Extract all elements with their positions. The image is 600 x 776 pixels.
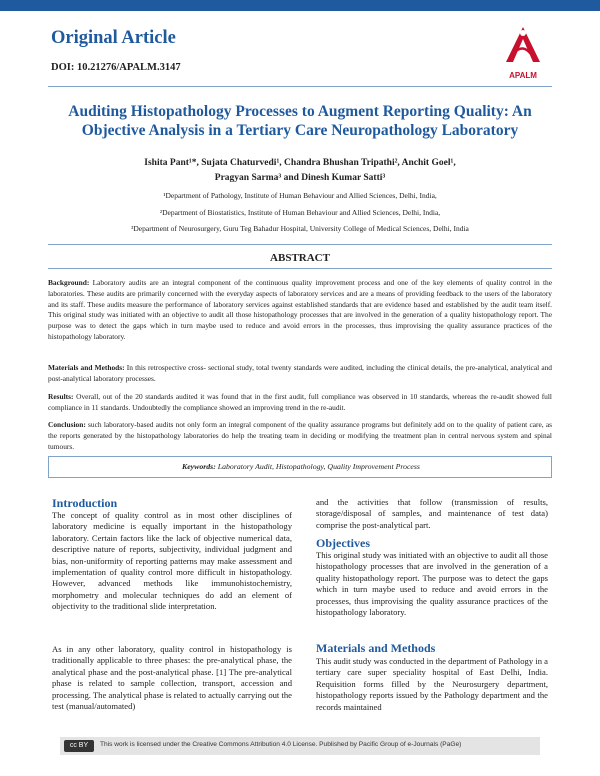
- logo-text: APALM: [509, 71, 537, 80]
- affiliation-2: ²Department of Biostatistics, Institute of Human Behaviour and Allied Sciences, Delhi, India,: [159, 208, 441, 217]
- article-type: Original Article: [51, 28, 176, 48]
- methods-text: In this retrospective cross- sectional study, total twenty standards were audited, including the clinical details, the pre-analytical, analytical and post-analytical laboratory processes.: [48, 363, 552, 383]
- abstract-heading-rule: [48, 268, 552, 269]
- keywords-box: [48, 456, 552, 478]
- abstract-conclusion: [48, 420, 552, 452]
- conclusion-label: Conclusion:: [48, 420, 86, 429]
- authors: [100, 156, 500, 186]
- materials-methods-heading: Materials and Methods: [316, 641, 436, 655]
- abstract-methods: [48, 363, 552, 385]
- background-text: Laboratory audits are an integral component of the continuous quality improvement process and one of the key elements of quality control in the laboratories. These audits are primarily concerned with the everyday aspects of laboratory services and are a means of providing feedback to the users of the laboratory and its staff. These audits measure the performance of laboratory services against established standards that are evidence based and established by the audit team itself. This original study was initiated with an objective to audit all those histopathology processes that are involved in the generation of a quality histopathology report. The purpose was to detect the gaps which in turn maybe used to reduce and avoid errors in the processes, thus improvising the quality assurance practices of the histopathology laboratory.: [48, 278, 552, 341]
- objectives-heading: Objectives: [316, 536, 370, 550]
- keywords: [49, 462, 553, 471]
- post-analytical-paragraph: and the activities that follow (transmission of results, storage/disposal of samples, and maintenance of test data) comprise the post-analytical part.: [316, 497, 548, 530]
- objectives-paragraph: This original study was initiated with an objective to audit all those histopathology processes that are involved in the generation of a quality histopathology report. The purpose was to detect the gaps which in turn maybe used to reduce and avoid errors in the processes, thus improvising the quality assurance practices of the histopathology laboratory.: [316, 550, 548, 618]
- authors-line-2: Pragyan Sarma³ and Dinesh Kumar Satti³: [214, 173, 386, 183]
- article-title: Auditing Histopathology Processes to Augment Reporting Quality: An Objective Analysis in a Tertiary Care Neuropathology Laboratory: [68, 103, 532, 139]
- authors-line-1: Ishita Pant¹*, Sujata Chaturvedi¹, Chandra Bhushan Tripathi², Anchit Goel¹,: [144, 158, 456, 168]
- results-label: Results:: [48, 392, 74, 401]
- license-footer: [60, 737, 540, 755]
- journal-logo: [500, 24, 546, 80]
- background-label: Background:: [48, 278, 90, 287]
- affiliation-3: ³Department of Neurosurgery, Guru Teg Bahadur Hospital, University College of Medical Sciences, Delhi, India: [131, 224, 469, 233]
- materials-methods-paragraph: This audit study was conducted in the department of Pathology in a tertiary care super speciality hospital of East Delhi, India. Requisition forms filled by the Neurosurgery department, histopathology reports issued by the Pathology department and the records maintained: [316, 656, 548, 712]
- cc-license-badge[interactable]: cc BY: [64, 740, 94, 752]
- results-text: Overall, out of the 20 standards audited it was found that in the first audit, full compliance was observed in 10 standards, whereas the re-audit showed full compliance in 11 standards. Undoubtedly the compliance showed an improving trend in the re-audit.: [48, 392, 552, 412]
- keywords-label: Keywords:: [182, 462, 216, 471]
- doi: DOI: 10.21276/APALM.3147: [51, 62, 181, 73]
- logo-icon: [500, 24, 546, 70]
- affiliation-1: ¹Department of Pathology, Institute of Human Behaviour and Allied Sciences, Delhi, India,: [163, 191, 437, 200]
- introduction-paragraph-1: The concept of quality control as in most other disciplines of laboratory medicine is equally important in the histopathology laboratory. Certain factors like the lack of objective numerical data, descriptive nature of reports, subjectivity, individual judgment and bias, non-uniformity of reporting patterns may make assessment and implementation of quality control more difficult in histopathology. However, advanced methods like immunohistochemistry, morphometry and molecular techniques do add an element of objectivity to the traditional slide interpretation.: [52, 510, 292, 612]
- header-rule: [48, 86, 552, 87]
- keywords-text: Laboratory Audit, Histopathology, Quality Improvement Process: [217, 462, 420, 471]
- introduction-heading: Introduction: [52, 496, 118, 510]
- abstract-top-rule: [48, 244, 552, 245]
- license-text: This work is licensed under the Creative Commons Attribution 4.0 License. Published by Pacific Group of e-Journals (PaGe): [100, 741, 462, 748]
- conclusion-text: such laboratory-based audits not only form an integral component of the quality assurance programs but definitely add on to the quality of patient care, as the reports generated by the histopathology laboratories do help the treating team in deciding or modifying the treatment plan in central nervous system and spinal tumours.: [48, 420, 552, 451]
- abstract-background: [48, 278, 552, 343]
- abstract-heading: ABSTRACT: [270, 252, 330, 264]
- introduction-paragraph-2: As in any other laboratory, quality control in histopathology is traditionally applicable to three phases: the pre-analytical phase, the analytical phase and the post-analytical phase. [1] The pre-analytical phase is related to sample collection, transport, accession and processing. The analytical phase is related to actually carrying out the test (manual/automated): [52, 644, 292, 712]
- abstract-results: [48, 392, 552, 414]
- methods-label: Materials and Methods:: [48, 363, 125, 372]
- top-color-bar: [0, 0, 600, 11]
